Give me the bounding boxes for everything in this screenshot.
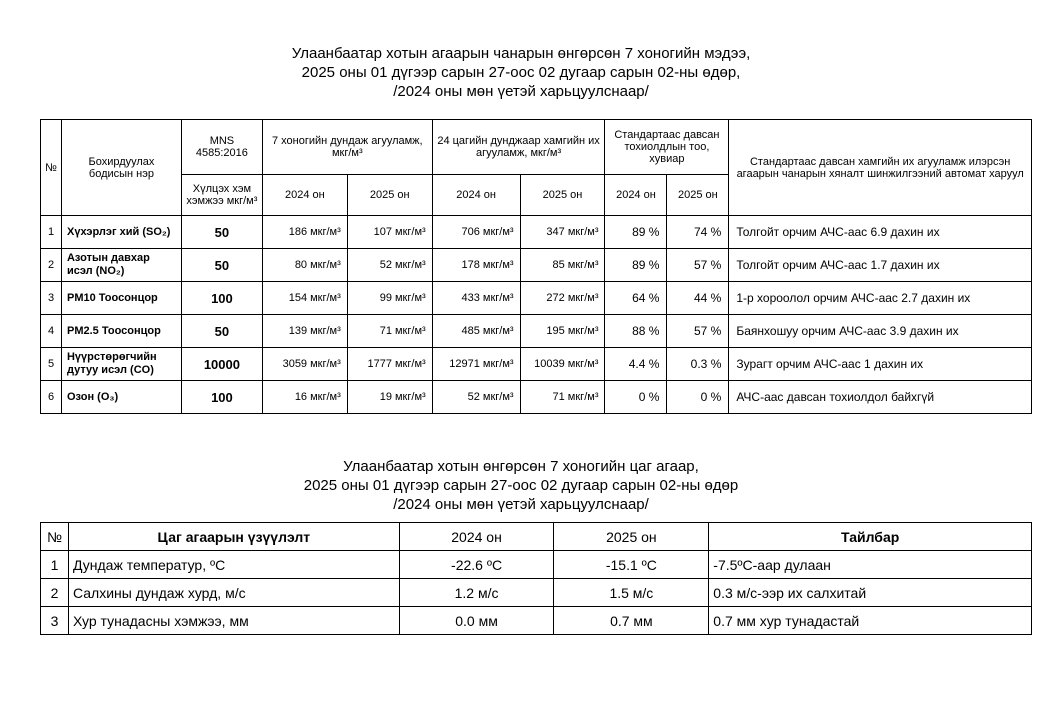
header-exceed-count: Стандартаас давсан тохиолдлын тоо, хувиар	[605, 120, 729, 175]
pollutant-name: Хүхэрлэг хий (SO₂)	[61, 216, 181, 249]
exceed-pct-2025: 57 %	[667, 249, 729, 282]
weather-indicator: Салхины дундаж хурд, м/с	[68, 579, 399, 607]
exceed-pct-2025: 74 %	[667, 216, 729, 249]
weather-row-number: 2	[41, 579, 69, 607]
table-row	[41, 315, 1032, 348]
header-avg7: 7 хоногийн дундаж агууламж, мкг/м³	[262, 120, 432, 175]
weather-note: -7.5ºC-аар дулаан	[709, 551, 1032, 579]
avg-2025: 52 мкг/м³	[347, 249, 432, 282]
weather-title-line: 2025 оны 01 дүгээр сарын 27-оос 02 дугаар сарын 02-ны өдөр	[303, 477, 739, 494]
header-avg-2025: 2025 он	[347, 175, 432, 216]
header-standard: MNS 4585:2016	[181, 120, 262, 175]
weather-value-2025: 0.7 мм	[554, 607, 709, 635]
header-max-2024: 2024 он	[432, 175, 520, 216]
header-pct-2024: 2024 он	[605, 175, 667, 216]
weather-header-indicator: Цаг агаарын үзүүлэлт	[68, 523, 399, 551]
exceed-pct-2024: 4.4 %	[605, 348, 667, 381]
table-row	[41, 348, 1032, 381]
exceed-station: Баянхошуу орчим АЧС-аас 3.9 дахин их	[729, 315, 1032, 348]
row-number: 2	[41, 249, 62, 282]
exceed-station: Толгойт орчим АЧС-аас 6.9 дахин их	[729, 216, 1032, 249]
row-number: 3	[41, 282, 62, 315]
avg-2024: 16 мкг/м³	[262, 381, 347, 414]
max-2025: 85 мкг/м³	[520, 249, 605, 282]
max-2025: 10039 мкг/м³	[520, 348, 605, 381]
standard-limit: 10000	[181, 348, 262, 381]
avg-2025: 71 мкг/м³	[347, 315, 432, 348]
air-quality-title-line: /2024 оны мөн үетэй харьцуулснаар/	[393, 83, 649, 100]
table-row	[41, 249, 1032, 282]
exceed-station: Толгойт орчим АЧС-аас 1.7 дахин их	[729, 249, 1032, 282]
weather-note: 0.3 м/с-ээр их салхитай	[709, 579, 1032, 607]
weather-title	[0, 457, 1042, 514]
air-quality-title	[0, 44, 1042, 101]
row-number: 5	[41, 348, 62, 381]
avg-2024: 186 мкг/м³	[262, 216, 347, 249]
avg-2024: 154 мкг/м³	[262, 282, 347, 315]
exceed-station: АЧС-аас давсан тохиолдол байхгүй	[729, 381, 1032, 414]
exceed-pct-2025: 44 %	[667, 282, 729, 315]
weather-header-2024: 2024 он	[399, 523, 554, 551]
max-2024: 12971 мкг/м³	[432, 348, 520, 381]
weather-value-2024: -22.6 ºC	[399, 551, 554, 579]
weather-header-number: №	[41, 523, 69, 551]
standard-limit: 50	[181, 315, 262, 348]
weather-value-2024: 0.0 мм	[399, 607, 554, 635]
header-pct-2025: 2025 он	[667, 175, 729, 216]
avg-2024: 139 мкг/м³	[262, 315, 347, 348]
header-standard-limit: Хүлцэх хэм хэмжээ мкг/м³	[181, 175, 262, 216]
max-2025: 272 мкг/м³	[520, 282, 605, 315]
max-2024: 706 мкг/м³	[432, 216, 520, 249]
air-quality-title-line: Улаанбаатар хотын агаарын чанарын өнгөрсөн 7 хоногийн мэдээ,	[291, 45, 751, 62]
pollutant-name: Нүүрстөрөгчийн дутуу исэл (CO)	[61, 348, 181, 381]
weather-row-number: 3	[41, 607, 69, 635]
header-max-2025: 2025 он	[520, 175, 605, 216]
max-2025: 347 мкг/м³	[520, 216, 605, 249]
table-row	[41, 579, 1032, 607]
standard-limit: 50	[181, 249, 262, 282]
exceed-pct-2024: 89 %	[605, 249, 667, 282]
weather-table	[40, 522, 1032, 635]
max-2024: 485 мкг/м³	[432, 315, 520, 348]
max-2024: 433 мкг/м³	[432, 282, 520, 315]
pollutant-name: Озон (O₃)	[61, 381, 181, 414]
max-2024: 178 мкг/м³	[432, 249, 520, 282]
exceed-station: Зурагт орчим АЧС-аас 1 дахин их	[729, 348, 1032, 381]
row-number: 6	[41, 381, 62, 414]
table-row	[41, 282, 1032, 315]
exceed-pct-2025: 0.3 %	[667, 348, 729, 381]
weather-value-2024: 1.2 м/с	[399, 579, 554, 607]
weather-value-2025: -15.1 ºC	[554, 551, 709, 579]
weather-note: 0.7 мм хур тунадастай	[709, 607, 1032, 635]
table-row	[41, 607, 1032, 635]
row-number: 1	[41, 216, 62, 249]
exceed-pct-2024: 64 %	[605, 282, 667, 315]
pollutant-name: Азотын давхар исэл (NO₂)	[61, 249, 181, 282]
weather-indicator: Хур тунадасны хэмжээ, мм	[68, 607, 399, 635]
exceed-pct-2024: 88 %	[605, 315, 667, 348]
header-pollutant: Бохирдуулах бодисын нэр	[61, 120, 181, 216]
exceed-pct-2025: 0 %	[667, 381, 729, 414]
header-avg-2024: 2024 он	[262, 175, 347, 216]
pollutant-name: PM2.5 Тоосонцор	[61, 315, 181, 348]
header-max24: 24 цагийн дунджаар хамгийн их агууламж, мкг/м³	[432, 120, 605, 175]
exceed-pct-2024: 89 %	[605, 216, 667, 249]
avg-2025: 107 мкг/м³	[347, 216, 432, 249]
table-row	[41, 551, 1032, 579]
weather-header-note: Тайлбар	[709, 523, 1032, 551]
avg-2025: 1777 мкг/м³	[347, 348, 432, 381]
weather-title-line: /2024 оны мөн үетэй харьцуулснаар/	[393, 496, 649, 513]
air-quality-table	[40, 119, 1032, 414]
header-number: №	[41, 120, 62, 216]
header-exceed-station: Стандартаас давсан хамгийн их агууламж илэрсэн агаарын чанарын хяналт шинжилгээний автомат харуул	[729, 120, 1032, 216]
table-row	[41, 216, 1032, 249]
standard-limit: 50	[181, 216, 262, 249]
max-2025: 71 мкг/м³	[520, 381, 605, 414]
weather-title-line: Улаанбаатар хотын өнгөрсөн 7 хоногийн цаг агаар,	[343, 458, 699, 475]
air-quality-title-line: 2025 оны 01 дүгээр сарын 27-оос 02 дугаар сарын 02-ны өдөр,	[301, 64, 741, 81]
exceed-pct-2024: 0 %	[605, 381, 667, 414]
standard-limit: 100	[181, 381, 262, 414]
weather-value-2025: 1.5 м/с	[554, 579, 709, 607]
avg-2024: 3059 мкг/м³	[262, 348, 347, 381]
max-2024: 52 мкг/м³	[432, 381, 520, 414]
exceed-station: 1-р хороолол орчим АЧС-аас 2.7 дахин их	[729, 282, 1032, 315]
weather-row-number: 1	[41, 551, 69, 579]
row-number: 4	[41, 315, 62, 348]
table-row	[41, 381, 1032, 414]
standard-limit: 100	[181, 282, 262, 315]
avg-2025: 19 мкг/м³	[347, 381, 432, 414]
pollutant-name: PM10 Тоосонцор	[61, 282, 181, 315]
weather-indicator: Дундаж температур, ºC	[68, 551, 399, 579]
weather-header-2025: 2025 он	[554, 523, 709, 551]
max-2025: 195 мкг/м³	[520, 315, 605, 348]
avg-2024: 80 мкг/м³	[262, 249, 347, 282]
avg-2025: 99 мкг/м³	[347, 282, 432, 315]
exceed-pct-2025: 57 %	[667, 315, 729, 348]
